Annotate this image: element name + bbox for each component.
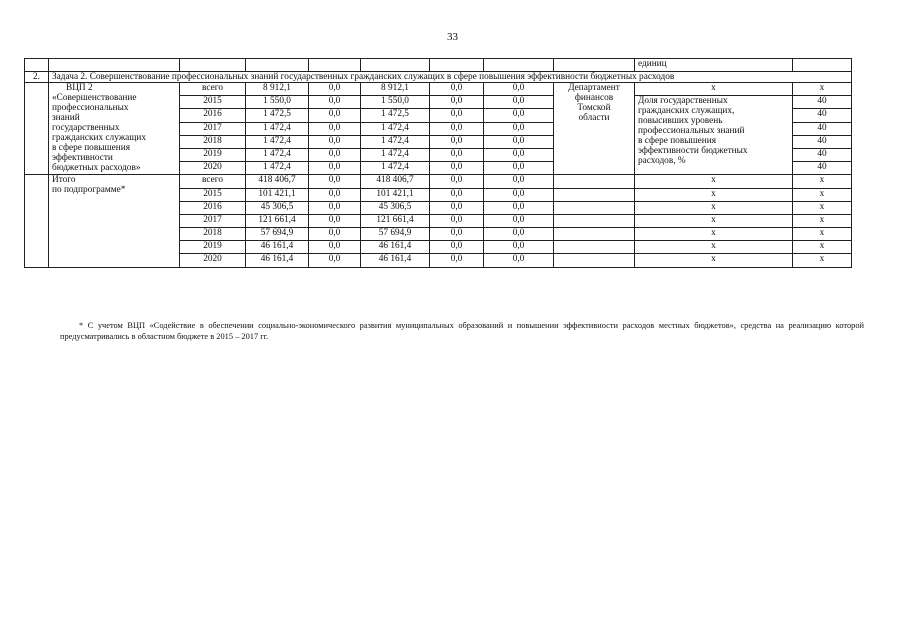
federal-cell: 0,0	[309, 83, 361, 96]
year-cell: всего	[180, 175, 246, 188]
total-cell: 101 421,1	[246, 188, 309, 201]
indicator-value-cell: х	[793, 83, 852, 96]
number-cell	[25, 83, 49, 175]
indicator-cell: х	[635, 228, 793, 241]
indicator-value-cell: х	[793, 201, 852, 214]
indicator-cell: х	[635, 241, 793, 254]
regional-cell: 1 472,4	[361, 135, 430, 148]
indicator-cell: х	[635, 83, 793, 96]
indicator-cell: х	[635, 254, 793, 267]
regional-cell: 46 161,4	[361, 254, 430, 267]
executor-line: финансов	[574, 93, 614, 104]
table-row-top	[25, 59, 852, 72]
task-title: Задача 2. Совершенствование профессиональных знаний государственных гражданских служащих в сфере повышения эффективности бюджетных расходов	[49, 72, 852, 83]
total-cell: 121 661,4	[246, 214, 309, 227]
year-cell: 2015	[180, 188, 246, 201]
other-cell: 0,0	[484, 109, 554, 122]
regional-cell: 1 472,5	[361, 109, 430, 122]
indicator-value-cell: х	[793, 241, 852, 254]
executor-cell	[554, 228, 635, 241]
executor-line: области	[578, 113, 610, 124]
indicator-cell: х	[635, 214, 793, 227]
local-cell: 0,0	[430, 201, 484, 214]
federal-cell: 0,0	[309, 96, 361, 109]
indicator-line: Доля государственных	[638, 96, 728, 107]
vcp-name-line: бюджетных расходов»	[52, 163, 141, 174]
executor-cell	[554, 83, 635, 175]
other-cell: 0,0	[484, 201, 554, 214]
regional-cell: 45 306,5	[361, 201, 430, 214]
local-cell: 0,0	[430, 109, 484, 122]
itogo-name-line: по подпрограмме*	[52, 185, 126, 196]
vcp-name-line: государственных	[52, 123, 120, 134]
itogo-name-line: Итого	[52, 175, 76, 186]
total-cell: 1 472,4	[246, 122, 309, 135]
other-cell: 0,0	[484, 148, 554, 161]
executor-cell	[554, 241, 635, 254]
total-cell: 57 694,9	[246, 228, 309, 241]
year-cell: всего	[180, 83, 246, 96]
year-cell: 2020	[180, 254, 246, 267]
other-cell: 0,0	[484, 241, 554, 254]
indicator-value-cell: х	[793, 228, 852, 241]
total-cell: 1 472,4	[246, 135, 309, 148]
indicator-value-cell: 40	[793, 162, 852, 175]
indicator-line: расходов, %	[638, 156, 686, 167]
indicator-value-cell: х	[793, 214, 852, 227]
federal-cell: 0,0	[309, 228, 361, 241]
total-cell: 45 306,5	[246, 201, 309, 214]
year-cell: 2017	[180, 214, 246, 227]
total-cell: 418 406,7	[246, 175, 309, 188]
year-cell: 2016	[180, 201, 246, 214]
indicator-value-cell: х	[793, 188, 852, 201]
indicator-value-cell: 40	[793, 96, 852, 109]
year-cell: 2017	[180, 122, 246, 135]
footnote: * С учетом ВЦП «Содействие в обеспечении социально-экономического развития муниципальных образований и повышении эффективности расходов местных бюджетов», средства на реализацию которой предусматривались в областном бюджете в 2015 – 2017 гг.	[60, 321, 864, 341]
federal-cell: 0,0	[309, 188, 361, 201]
vcp-name-line: знаний	[52, 113, 80, 124]
other-cell: 0,0	[484, 96, 554, 109]
regional-cell: 1 550,0	[361, 96, 430, 109]
total-cell: 8 912,1	[246, 83, 309, 96]
local-cell: 0,0	[430, 122, 484, 135]
local-cell: 0,0	[430, 162, 484, 175]
vcp-name-line: профессиональных	[52, 103, 129, 114]
regional-cell: 121 661,4	[361, 214, 430, 227]
regional-cell: 1 472,4	[361, 148, 430, 161]
table-row	[25, 175, 852, 188]
indicator-line: гражданских служащих,	[638, 106, 735, 117]
indicator-line: эффективности бюджетных	[638, 146, 748, 157]
federal-cell: 0,0	[309, 214, 361, 227]
indicator-line: профессиональных знаний	[638, 126, 745, 137]
vcp-name-line: «Совершенствование	[52, 93, 137, 104]
itogo-name-cell	[49, 175, 180, 267]
total-cell: 1 472,5	[246, 109, 309, 122]
federal-cell: 0,0	[309, 201, 361, 214]
year-cell: 2015	[180, 96, 246, 109]
other-cell: 0,0	[484, 254, 554, 267]
total-cell: 1 472,4	[246, 162, 309, 175]
other-cell: 0,0	[484, 175, 554, 188]
units-tail-cell: единиц	[635, 59, 793, 72]
executor-cell	[554, 214, 635, 227]
indicator-cell: х	[635, 175, 793, 188]
local-cell: 0,0	[430, 96, 484, 109]
other-cell: 0,0	[484, 122, 554, 135]
subprogram-table	[24, 58, 852, 268]
indicator-value-cell: 40	[793, 122, 852, 135]
vcp-name-line: в сфере повышения	[52, 143, 130, 154]
regional-cell: 1 472,4	[361, 122, 430, 135]
federal-cell: 0,0	[309, 175, 361, 188]
indicator-cell: х	[635, 201, 793, 214]
federal-cell: 0,0	[309, 241, 361, 254]
regional-cell: 101 421,1	[361, 188, 430, 201]
table-row	[25, 83, 852, 96]
indicator-value-cell: 40	[793, 148, 852, 161]
vcp-name-line: гражданских служащих	[52, 133, 147, 144]
indicator-name-cell	[635, 96, 793, 175]
total-cell: 1 472,4	[246, 148, 309, 161]
executor-line: Департамент	[568, 83, 620, 94]
regional-cell: 8 912,1	[361, 83, 430, 96]
other-cell: 0,0	[484, 214, 554, 227]
other-cell: 0,0	[484, 83, 554, 96]
local-cell: 0,0	[430, 135, 484, 148]
total-cell: 1 550,0	[246, 96, 309, 109]
year-cell: 2018	[180, 228, 246, 241]
regional-cell: 418 406,7	[361, 175, 430, 188]
local-cell: 0,0	[430, 228, 484, 241]
indicator-cell: х	[635, 188, 793, 201]
indicator-value-cell: х	[793, 254, 852, 267]
executor-cell	[554, 201, 635, 214]
local-cell: 0,0	[430, 214, 484, 227]
vcp-name-line: ВЦП 2	[66, 83, 93, 94]
federal-cell: 0,0	[309, 254, 361, 267]
other-cell: 0,0	[484, 162, 554, 175]
federal-cell: 0,0	[309, 148, 361, 161]
federal-cell: 0,0	[309, 109, 361, 122]
indicator-value-cell: 40	[793, 135, 852, 148]
year-cell: 2018	[180, 135, 246, 148]
vcp-name-line: эффективности	[52, 153, 113, 164]
other-cell: 0,0	[484, 135, 554, 148]
local-cell: 0,0	[430, 254, 484, 267]
number-cell	[25, 175, 49, 267]
regional-cell: 46 161,4	[361, 241, 430, 254]
local-cell: 0,0	[430, 241, 484, 254]
local-cell: 0,0	[430, 83, 484, 96]
local-cell: 0,0	[430, 188, 484, 201]
year-cell: 2019	[180, 148, 246, 161]
task-number: 2.	[25, 72, 49, 83]
local-cell: 0,0	[430, 148, 484, 161]
page-number: 33	[447, 31, 458, 43]
federal-cell: 0,0	[309, 162, 361, 175]
total-cell: 46 161,4	[246, 241, 309, 254]
executor-cell	[554, 254, 635, 267]
regional-cell: 1 472,4	[361, 162, 430, 175]
executor-cell	[554, 188, 635, 201]
indicator-value-cell: х	[793, 175, 852, 188]
task-row	[25, 72, 852, 83]
federal-cell: 0,0	[309, 122, 361, 135]
total-cell: 46 161,4	[246, 254, 309, 267]
indicator-line: в сфере повышения	[638, 136, 716, 147]
executor-cell	[554, 175, 635, 188]
vcp-name-cell	[49, 83, 180, 175]
year-cell: 2020	[180, 162, 246, 175]
executor-line: Томской	[577, 103, 611, 114]
year-cell: 2019	[180, 241, 246, 254]
other-cell: 0,0	[484, 188, 554, 201]
year-cell: 2016	[180, 109, 246, 122]
federal-cell: 0,0	[309, 135, 361, 148]
regional-cell: 57 694,9	[361, 228, 430, 241]
indicator-value-cell: 40	[793, 109, 852, 122]
local-cell: 0,0	[430, 175, 484, 188]
indicator-line: повысивших уровень	[638, 116, 723, 127]
other-cell: 0,0	[484, 228, 554, 241]
